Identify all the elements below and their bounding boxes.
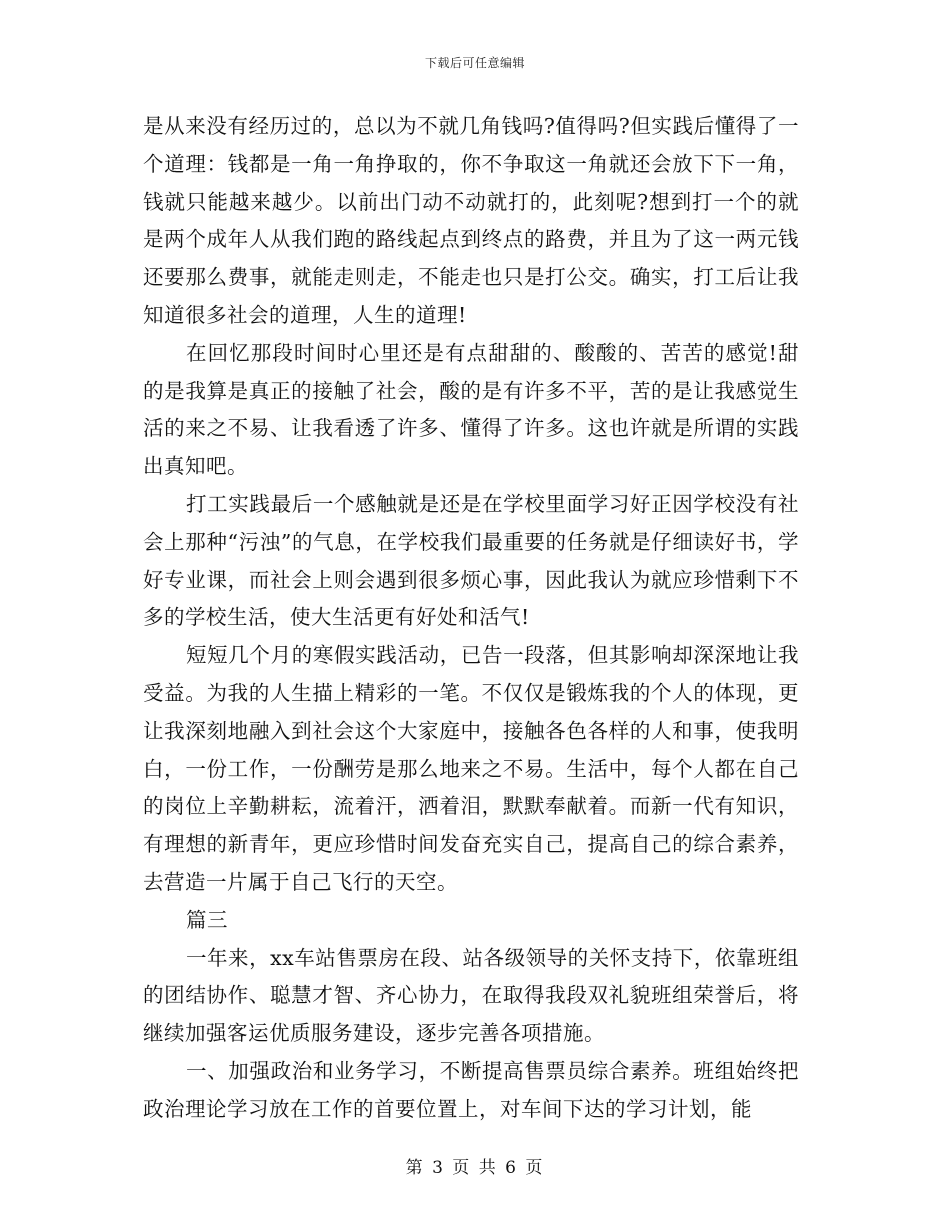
page-footer: 第 3 页 共 6 页 <box>405 1158 545 1178</box>
paragraph-2: 在回忆那段时间时心里还是有点甜甜的、酸酸的、苦苦的感觉!甜的是我算是真正的接触了社会，酸的是有许多不平，苦的是让我感觉生活的来之不易、让我看透了许多、懂得了许多。这也许就是所谓的实践出真知吧。 <box>143 340 799 479</box>
paragraph-6: 一、加强政治和业务学习，不断提高售票员综合素养。班组始终把政治理论学习放在工作的首要位置上，对车间下达的学习计划，能 <box>143 1058 799 1121</box>
paragraph-3: 打工实践最后一个感触就是还是在学校里面学习好正因学校没有社会上那种“污浊”的气息，在学校我们最重要的任务就是仔细读好书，学好专业课，而社会上则会遇到很多烦心事，因此我认为就应珍惜剩下不多的学校生活，使大生活更有好处和活气! <box>143 491 799 630</box>
paragraph-1: 是从来没有经历过的，总以为不就几角钱吗?值得吗?但实践后懂得了一个道理：钱都是一角一角挣取的，你不争取这一角就还会放下下一角，钱就只能越来越少。以前出门动不动就打的，此刻呢?想到打一个的就是两个成年人从我们跑的路线起点到终点的路费，并且为了这一两元钱还要那么费事，就能走则走，不能走也只是打公交。确实，打工后让我知道很多社会的道理，人生的道理! <box>143 114 799 327</box>
paragraph-5: 一年来，xx车站售票房在段、站各级领导的关怀支持下，依靠班组的团结协作、聪慧才智、齐心协力，在取得我段双礼貌班组荣誉后，将继续加强客运优质服务建设，逐步完善各项措施。 <box>143 945 799 1046</box>
page-header: 下载后可任意编辑 <box>424 56 525 70</box>
paragraph-4: 短短几个月的寒假实践活动，已告一段落，但其影响却深深地让我受益。为我的人生描上精彩的一笔。不仅仅是锻炼我的个人的体现，更让我深刻地融入到社会这个大家庭中，接触各色各样的人和事，使我明白，一份工作，一份酬劳是那么地来之不易。生活中，每个人都在自己的岗位上辛勤耕耘，流着汗，洒着泪，默默奉献着。而新一代有知识，有理想的新青年，更应珍惜时间发奋充实自己，提高自己的综合素养，去营造一片属于自己飞行的天空。 <box>143 643 799 894</box>
document-body <box>143 108 799 1129</box>
section-heading: 篇三 <box>186 907 228 932</box>
